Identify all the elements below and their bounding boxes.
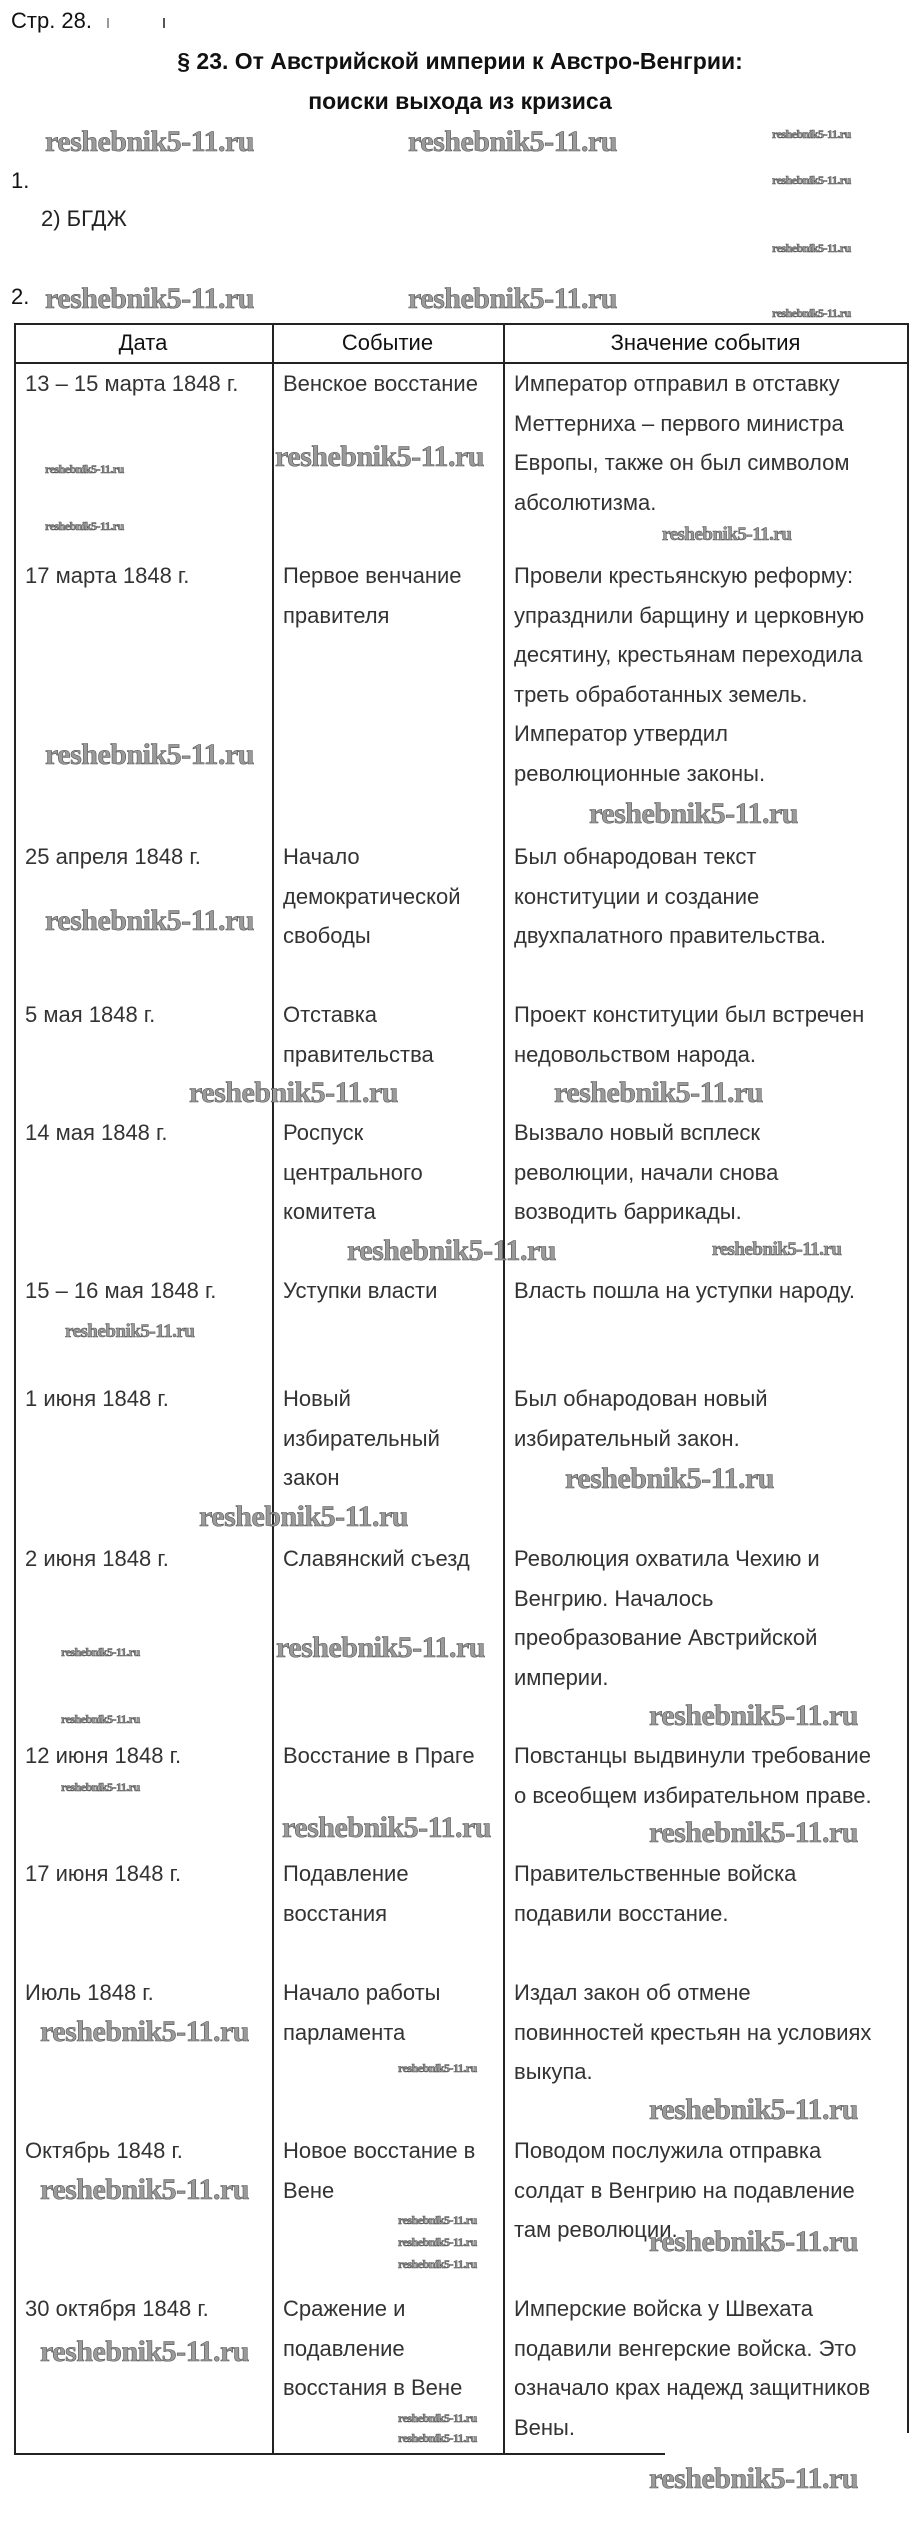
watermark: reshebnik5-11.ru: [408, 282, 617, 315]
cell-text-line: недовольством народа.: [514, 1041, 757, 1067]
watermark: reshebnik5-11.ru: [649, 1699, 858, 1732]
date-cell: [25, 1854, 275, 1894]
date-cell: [25, 995, 275, 1035]
meaning-cell: [514, 364, 904, 522]
scan-mark: [163, 18, 165, 28]
event-cell: [283, 1973, 503, 2052]
cell-text-line: свободы: [283, 923, 371, 948]
cell-text-line: Первое венчание: [283, 563, 462, 588]
table-border-right: [907, 323, 909, 2433]
cell-text-line: правителя: [283, 602, 390, 628]
cell-text-line: Власть пошла на уступки народу.: [514, 1278, 856, 1303]
cell-text-line: Европы, также он был символом: [514, 450, 850, 475]
event-cell: [283, 1539, 503, 1579]
watermark: reshebnik5-11.ru: [45, 462, 124, 476]
cell-text-line: Сражение и: [283, 2296, 406, 2321]
watermark: reshebnik5-11.ru: [65, 1321, 195, 1342]
meaning-cell: [514, 995, 904, 1074]
cell-text-line: упразднили барщину и церковную: [514, 602, 865, 628]
watermark: reshebnik5-11.ru: [772, 241, 851, 255]
date-cell: [25, 1271, 275, 1311]
watermark: reshebnik5-11.ru: [61, 1645, 140, 1659]
cell-text-line: Венское восстание: [283, 371, 478, 396]
date-cell: [25, 2131, 275, 2171]
events-table: [14, 323, 908, 2453]
meaning-cell: [514, 1113, 904, 1232]
cell-text-line: Император отправил в отставку: [514, 371, 840, 396]
cell-text-line: Провели крестьянскую реформу:: [514, 563, 854, 588]
cell-text-line: означало крах надежд защитников: [514, 2375, 871, 2400]
cell-text-line: 25 апреля 1848 г.: [25, 844, 201, 869]
task-1-number: 1.: [11, 168, 30, 193]
watermark: reshebnik5-11.ru: [408, 125, 617, 158]
meaning-cell: [514, 1539, 904, 1697]
watermark: reshebnik5-11.ru: [40, 2015, 249, 2048]
watermark: reshebnik5-11.ru: [712, 1239, 842, 1260]
watermark: reshebnik5-11.ru: [45, 738, 254, 771]
watermark: reshebnik5-11.ru: [45, 519, 124, 533]
event-cell: [283, 1736, 503, 1776]
column-header-date: Дата: [118, 330, 168, 355]
cell-text-line: преобразование Австрийской: [514, 1625, 818, 1650]
watermark: reshebnik5-11.ru: [398, 2061, 477, 2075]
cell-text-line: демократической: [283, 883, 461, 909]
watermark: reshebnik5-11.ru: [275, 440, 484, 473]
watermark: reshebnik5-11.ru: [772, 306, 851, 320]
cell-text-line: комитета: [283, 1199, 376, 1224]
meaning-cell: [514, 2131, 904, 2250]
cell-text-line: Отставка: [283, 1002, 378, 1027]
event-cell: [283, 1113, 503, 1232]
cell-text-line: Вены.: [514, 2414, 575, 2440]
event-cell: [283, 556, 503, 635]
date-cell: [25, 1379, 275, 1419]
cell-text-line: закон: [283, 1465, 340, 1490]
cell-text-line: Меттерниха – первого министра: [514, 410, 844, 436]
meaning-cell: [514, 1736, 904, 1815]
cell-text-line: восстания в Вене: [283, 2375, 463, 2400]
event-cell: [283, 995, 503, 1074]
cell-text-line: Вене: [283, 2177, 335, 2203]
meaning-cell: [514, 1271, 904, 1311]
date-cell: [25, 1736, 275, 1776]
meaning-cell: [514, 1854, 904, 1933]
watermark: reshebnik5-11.ru: [649, 2093, 858, 2126]
cell-text-line: Уступки власти: [283, 1278, 438, 1303]
watermark: reshebnik5-11.ru: [398, 2431, 477, 2445]
cell-text-line: Июль 1848 г.: [25, 1980, 154, 2005]
cell-text-line: восстания: [283, 1900, 388, 1926]
meaning-cell: [514, 1973, 904, 2092]
cell-text-line: Издал закон об отмене: [514, 1980, 751, 2005]
cell-text-line: Начало: [283, 844, 360, 869]
cell-text-line: там революции.: [514, 2217, 678, 2242]
watermark: reshebnik5-11.ru: [772, 127, 851, 141]
cell-text-line: 5 мая 1848 г.: [25, 1002, 156, 1027]
meaning-cell: [514, 1379, 904, 1458]
event-cell: [283, 1379, 503, 1498]
watermark: reshebnik5-11.ru: [398, 2235, 477, 2249]
cell-text-line: 17 июня 1848 г.: [25, 1861, 182, 1886]
meaning-cell: [514, 2289, 904, 2447]
cell-text-line: 30 октября 1848 г.: [25, 2296, 209, 2321]
cell-text-line: Новое восстание в: [283, 2138, 476, 2163]
watermark: reshebnik5-11.ru: [398, 2411, 477, 2425]
cell-text-line: избирательный закон.: [514, 1425, 740, 1451]
meaning-cell: [514, 837, 904, 956]
watermark: reshebnik5-11.ru: [662, 524, 792, 545]
cell-text-line: Новый: [283, 1386, 351, 1411]
cell-text-line: избирательный: [283, 1425, 440, 1451]
cell-text-line: Восстание в Праге: [283, 1743, 475, 1768]
column-divider: [503, 323, 505, 2454]
cell-text-line: 14 мая 1848 г.: [25, 1120, 168, 1145]
event-cell: [283, 364, 503, 404]
cell-text-line: выкупа.: [514, 2059, 593, 2084]
cell-text-line: Был обнародован новый: [514, 1386, 768, 1411]
watermark: reshebnik5-11.ru: [398, 2213, 477, 2227]
cell-text-line: Поводом послужила отправка: [514, 2138, 822, 2163]
scan-mark: [107, 18, 109, 28]
watermark: reshebnik5-11.ru: [40, 2173, 249, 2206]
watermark: reshebnik5-11.ru: [45, 282, 254, 315]
cell-text-line: солдат в Венгрию на подавление: [514, 2177, 855, 2203]
watermark: reshebnik5-11.ru: [189, 1076, 398, 1109]
meaning-cell: [514, 556, 904, 793]
table-bottom-border: [14, 2453, 665, 2455]
watermark: reshebnik5-11.ru: [199, 1500, 408, 1533]
date-cell: [25, 364, 275, 404]
cell-text-line: Император утвердил: [514, 721, 728, 746]
cell-text-line: 13 – 15 марта 1848 г.: [25, 371, 239, 396]
date-cell: [25, 1973, 275, 2013]
date-cell: [25, 1539, 275, 1579]
watermark: reshebnik5-11.ru: [589, 797, 798, 830]
column-header-event: Событие: [341, 330, 434, 355]
cell-text-line: Имперские войска у Швехата: [514, 2296, 814, 2321]
cell-text-line: Подавление: [283, 1861, 409, 1886]
cell-text-line: возводить баррикады.: [514, 1199, 742, 1224]
cell-text-line: центрального: [283, 1159, 423, 1185]
cell-text-line: Правительственные войска: [514, 1861, 797, 1886]
watermark: reshebnik5-11.ru: [554, 1076, 763, 1109]
cell-text-line: треть обработанных земель.: [514, 681, 808, 707]
watermark: reshebnik5-11.ru: [649, 2462, 858, 2495]
cell-text-line: правительства: [283, 1041, 434, 1067]
cell-text-line: подавление: [283, 2335, 405, 2361]
date-cell: [25, 2289, 275, 2329]
watermark: reshebnik5-11.ru: [61, 1780, 140, 1794]
task-2-number: 2.: [11, 284, 30, 309]
cell-text-line: Революция охватила Чехию и: [514, 1546, 820, 1571]
event-cell: [283, 2131, 503, 2210]
cell-text-line: 2 июня 1848 г.: [25, 1546, 169, 1571]
event-cell: [283, 2289, 503, 2408]
cell-text-line: Венгрию. Началось: [514, 1585, 714, 1611]
date-cell: [25, 1113, 275, 1153]
watermark: reshebnik5-11.ru: [61, 1712, 140, 1726]
cell-text-line: десятину, крестьянам переходила: [514, 642, 863, 667]
cell-text-line: о всеобщем избирательном праве.: [514, 1782, 872, 1808]
section-subtitle: поиски выхода из кризиса: [308, 88, 612, 114]
column-header-meaning: Значение события: [610, 330, 801, 355]
cell-text-line: Начало работы: [283, 1980, 441, 2005]
cell-text-line: революции, начали снова: [514, 1159, 779, 1185]
watermark: reshebnik5-11.ru: [649, 2225, 858, 2258]
cell-text-line: Повстанцы выдвинули требование: [514, 1743, 871, 1768]
cell-text-line: Славянский съезд: [283, 1546, 470, 1571]
cell-text-line: повинностей крестьян на условиях: [514, 2019, 872, 2045]
cell-text-line: подавили венгерские войска. Это: [514, 2335, 857, 2361]
cell-text-line: империи.: [514, 1664, 609, 1690]
cell-text-line: двухпалатного правительства.: [514, 923, 826, 948]
cell-text-line: 12 июня 1848 г.: [25, 1743, 182, 1768]
cell-text-line: Октябрь 1848 г.: [25, 2138, 183, 2163]
watermark: reshebnik5-11.ru: [398, 2257, 477, 2271]
cell-text-line: 15 – 16 мая 1848 г.: [25, 1278, 217, 1303]
cell-text-line: Вызвало новый всплеск: [514, 1120, 761, 1145]
watermark: reshebnik5-11.ru: [772, 173, 851, 187]
watermark: reshebnik5-11.ru: [282, 1811, 491, 1844]
cell-text-line: Был обнародован текст: [514, 844, 757, 869]
table-border-left: [14, 323, 16, 2454]
cell-text-line: конституции и создание: [514, 883, 760, 909]
watermark: reshebnik5-11.ru: [40, 2335, 249, 2368]
watermark: reshebnik5-11.ru: [45, 125, 254, 158]
cell-text-line: революционные законы.: [514, 760, 766, 786]
cell-text-line: абсолютизма.: [514, 489, 657, 515]
cell-text-line: Проект конституции был встречен: [514, 1002, 865, 1027]
date-cell: [25, 556, 275, 596]
watermark: reshebnik5-11.ru: [45, 904, 254, 937]
watermark: reshebnik5-11.ru: [276, 1631, 485, 1664]
cell-text-line: парламента: [283, 2019, 406, 2045]
watermark: reshebnik5-11.ru: [347, 1234, 556, 1267]
cell-text-line: 17 марта 1848 г.: [25, 563, 190, 588]
page-reference: Стр. 28.: [11, 8, 93, 33]
event-cell: [283, 837, 503, 956]
cell-text-line: Роспуск: [283, 1120, 364, 1145]
task-1-answer: 2) БГДЖ: [41, 206, 127, 231]
event-cell: [283, 1854, 503, 1933]
date-cell: [25, 837, 275, 877]
cell-text-line: подавили восстание.: [514, 1900, 729, 1926]
section-title: § 23. От Австрийской империи к Австро-Венгрии:: [177, 48, 743, 74]
watermark: reshebnik5-11.ru: [649, 1816, 858, 1849]
cell-text-line: 1 июня 1848 г.: [25, 1386, 169, 1411]
watermark: reshebnik5-11.ru: [565, 1462, 774, 1495]
event-cell: [283, 1271, 503, 1311]
